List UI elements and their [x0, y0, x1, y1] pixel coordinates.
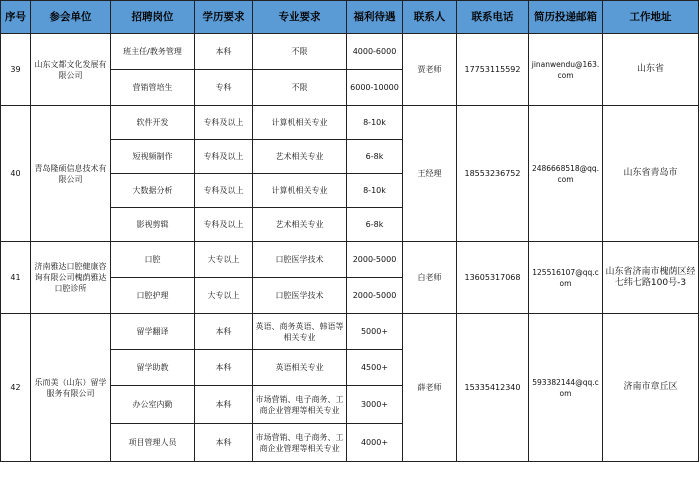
row-number: 40	[1, 106, 31, 242]
work-address: 山东省	[603, 34, 699, 106]
job-title: 短视频制作	[111, 140, 195, 174]
resume-email: 2486668518@qq.com	[529, 106, 603, 242]
table-row	[1, 314, 699, 350]
salary: 5000+	[347, 314, 403, 350]
salary: 2000-5000	[347, 278, 403, 314]
header-cell: 学历要求	[195, 1, 253, 34]
row-number: 42	[1, 314, 31, 462]
salary: 4500+	[347, 350, 403, 386]
header-cell: 参会单位	[31, 1, 111, 34]
salary: 6-8k	[347, 208, 403, 242]
work-address: 山东省青岛市	[603, 106, 699, 242]
table-row	[1, 242, 699, 278]
header-cell: 简历投递邮箱	[529, 1, 603, 34]
major-requirement: 艺术相关专业	[253, 208, 347, 242]
major-requirement: 市场营销、电子商务、工商企业管理等相关专业	[253, 386, 347, 424]
major-requirement: 英语、商务英语、韩语等相关专业	[253, 314, 347, 350]
contact-person: 薛老师	[403, 314, 457, 462]
contact-person: 白老师	[403, 242, 457, 314]
edu-requirement: 专科	[195, 70, 253, 106]
header-cell: 专业要求	[253, 1, 347, 34]
edu-requirement: 本科	[195, 314, 253, 350]
edu-requirement: 本科	[195, 424, 253, 462]
edu-requirement: 大专以上	[195, 278, 253, 314]
resume-email: 125516107@qq.com	[529, 242, 603, 314]
resume-email: jinanwendu@163.com	[529, 34, 603, 106]
major-requirement: 不限	[253, 70, 347, 106]
job-title: 口腔	[111, 242, 195, 278]
edu-requirement: 本科	[195, 34, 253, 70]
major-requirement: 计算机相关专业	[253, 106, 347, 140]
work-address: 山东省济南市槐荫区经七纬七路100号-3	[603, 242, 699, 314]
edu-requirement: 大专以上	[195, 242, 253, 278]
job-title: 大数据分析	[111, 174, 195, 208]
company-name: 青岛隆硕信息技术有限公司	[31, 106, 111, 242]
major-requirement: 计算机相关专业	[253, 174, 347, 208]
major-requirement: 英语相关专业	[253, 350, 347, 386]
job-title: 班主任/教务管理	[111, 34, 195, 70]
company-name: 山东文都文化发展有限公司	[31, 34, 111, 106]
contact-phone: 18553236752	[457, 106, 529, 242]
contact-phone: 17753115592	[457, 34, 529, 106]
job-title: 项目管理人员	[111, 424, 195, 462]
major-requirement: 艺术相关专业	[253, 140, 347, 174]
edu-requirement: 专科及以上	[195, 106, 253, 140]
salary: 8-10k	[347, 174, 403, 208]
header-cell: 联系人	[403, 1, 457, 34]
job-title: 影视剪辑	[111, 208, 195, 242]
major-requirement: 口腔医学技术	[253, 242, 347, 278]
company-name: 乐而美（山东）留学服务有限公司	[31, 314, 111, 462]
job-title: 口腔护理	[111, 278, 195, 314]
salary: 8-10k	[347, 106, 403, 140]
job-title: 营销管培生	[111, 70, 195, 106]
edu-requirement: 专科及以上	[195, 174, 253, 208]
contact-phone: 13605317068	[457, 242, 529, 314]
contact-phone: 15335412340	[457, 314, 529, 462]
header-cell: 工作地址	[603, 1, 699, 34]
header-cell: 招聘岗位	[111, 1, 195, 34]
header-cell: 福利待遇	[347, 1, 403, 34]
major-requirement: 市场营销、电子商务、工商企业管理等相关专业	[253, 424, 347, 462]
table-row	[1, 34, 699, 70]
row-number: 41	[1, 242, 31, 314]
table-row	[1, 106, 699, 140]
header-cell: 联系电话	[457, 1, 529, 34]
job-title: 留学翻译	[111, 314, 195, 350]
contact-person: 王经理	[403, 106, 457, 242]
salary: 2000-5000	[347, 242, 403, 278]
edu-requirement: 专科及以上	[195, 140, 253, 174]
salary: 4000+	[347, 424, 403, 462]
edu-requirement: 专科及以上	[195, 208, 253, 242]
job-title: 软件开发	[111, 106, 195, 140]
contact-person: 贾老师	[403, 34, 457, 106]
salary: 3000+	[347, 386, 403, 424]
edu-requirement: 本科	[195, 350, 253, 386]
header-row	[1, 1, 699, 34]
major-requirement: 不限	[253, 34, 347, 70]
company-name: 济南雅达口腔健康咨询有限公司槐荫雅达口腔诊所	[31, 242, 111, 314]
resume-email: 593382144@qq.com	[529, 314, 603, 462]
edu-requirement: 本科	[195, 386, 253, 424]
salary: 4000-6000	[347, 34, 403, 70]
job-title: 留学助教	[111, 350, 195, 386]
job-title: 办公室内勤	[111, 386, 195, 424]
work-address: 济南市章丘区	[603, 314, 699, 462]
header-cell: 序号	[1, 1, 31, 34]
salary: 6000-10000	[347, 70, 403, 106]
salary: 6-8k	[347, 140, 403, 174]
major-requirement: 口腔医学技术	[253, 278, 347, 314]
row-number: 39	[1, 34, 31, 106]
